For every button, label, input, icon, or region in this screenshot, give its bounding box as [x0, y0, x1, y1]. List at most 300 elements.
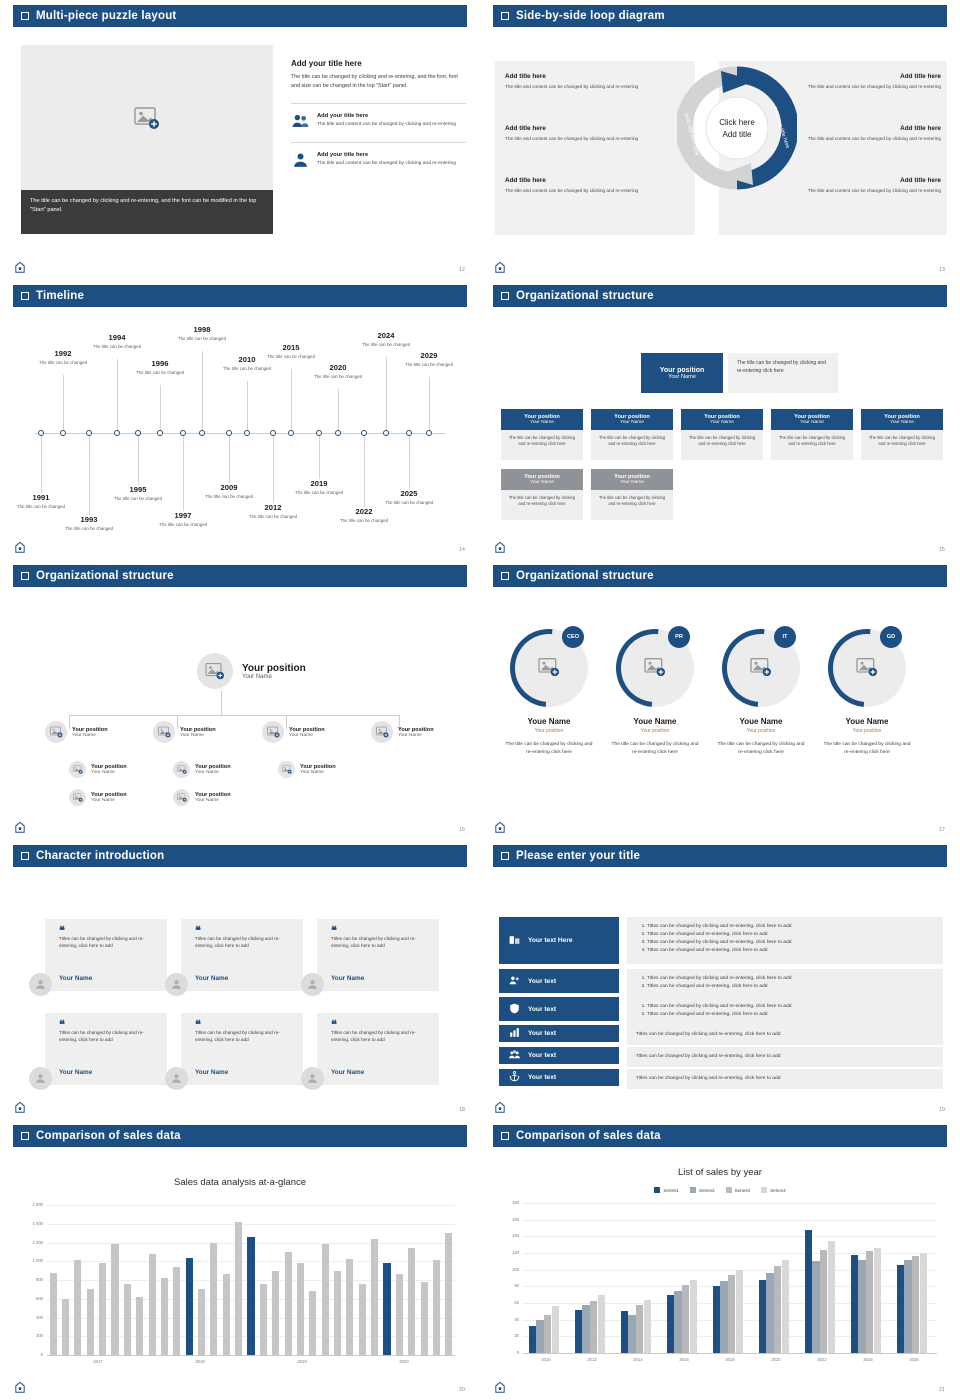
bar	[285, 1252, 292, 1355]
avatar	[371, 721, 393, 743]
org-box-header	[501, 469, 583, 490]
timeline-desc: The title can be changed	[113, 496, 163, 501]
timeline-node	[361, 430, 367, 436]
bar	[445, 1233, 452, 1355]
avatar	[301, 1067, 324, 1090]
slide-list	[480, 840, 960, 1120]
bar	[247, 1237, 254, 1355]
person-avatar	[828, 629, 906, 707]
person-card	[499, 629, 599, 757]
card-text: Titles can be changed by clicking and re-entering, click here to add	[331, 935, 416, 949]
x-tick-label: 2024	[863, 1357, 873, 1362]
timeline-node	[316, 430, 322, 436]
slide-header	[493, 845, 947, 867]
person-card	[711, 629, 811, 757]
timeline-year: 2022	[355, 507, 373, 516]
person-avatar	[510, 629, 588, 707]
timeline-node	[270, 430, 276, 436]
timeline-node	[180, 430, 186, 436]
x-tick-label: 2018	[195, 1359, 205, 1364]
root-position: Your position	[659, 366, 705, 374]
org-box-text: The title can be changed by clicking and re-entering click here	[591, 430, 673, 460]
org-box-header	[861, 409, 943, 430]
timeline-label-below	[293, 479, 345, 496]
list-bullets	[636, 923, 934, 955]
timeline-node	[383, 430, 389, 436]
card-name: Your Name	[59, 975, 93, 982]
legend-label: Series2	[698, 1187, 715, 1193]
org-box-position: Your position	[794, 414, 830, 420]
right-block-2	[801, 125, 941, 142]
y-tick-label: 0	[40, 1352, 43, 1357]
x-tick-label: 2026	[909, 1357, 919, 1362]
card-name: Your Name	[59, 1069, 93, 1076]
x-tick-label: 2020	[771, 1357, 781, 1362]
block-title: Add title here	[505, 177, 546, 184]
slide-header	[493, 5, 947, 27]
card-text: Titles can be changed by clicking and re-entering, click here to add	[195, 935, 280, 949]
image-caption: The title can be changed by clicking and re-entering, and the font can be modified in the top "Start" panel.	[21, 190, 273, 234]
card-text: Titles can be changed by clicking and re-entering, click here to add	[331, 1029, 416, 1043]
org-box	[501, 469, 583, 520]
bar	[728, 1275, 735, 1353]
timeline-year: 2024	[377, 331, 395, 340]
timeline-year: 2029	[420, 351, 438, 360]
timeline-label-below	[247, 503, 299, 520]
timeline-label-below	[383, 489, 435, 506]
svg-text:Add your title here: Add your title here	[683, 112, 701, 157]
y-tick-label: 1 200	[32, 1239, 43, 1245]
bar	[359, 1284, 366, 1355]
role-badge: PR	[668, 626, 690, 648]
org-box-header	[591, 409, 673, 430]
block-title: Add title here	[505, 73, 546, 80]
card-name: Your Name	[331, 1069, 365, 1076]
timeline-label-below	[338, 507, 390, 524]
avatar	[173, 761, 190, 778]
node-position: Your position	[398, 726, 434, 733]
node-position: Your position	[289, 726, 325, 733]
svg-text:Add title: Add title	[722, 130, 752, 139]
bar	[309, 1291, 316, 1355]
card-name: Your Name	[195, 975, 229, 982]
person-icon	[291, 151, 310, 170]
slide-header	[13, 1125, 467, 1147]
org-root-note: The title can be changed by clicking and re-entering click here	[728, 353, 838, 393]
tree-root-text	[242, 663, 306, 680]
tree-node	[173, 789, 231, 806]
legend-label: Series3	[734, 1187, 751, 1193]
list-label-text: Your text Here	[528, 937, 573, 944]
block-text: The title and content can be changed by clicking and re-entering	[807, 136, 941, 141]
bar	[590, 1301, 597, 1353]
bar	[575, 1310, 582, 1353]
bar	[920, 1253, 927, 1353]
page-number: 15	[938, 547, 945, 553]
page-title: Comparison of sales data	[516, 1130, 661, 1142]
tree-node-text	[195, 792, 231, 803]
timeline-year: 2012	[264, 503, 282, 512]
timeline-desc: The title can be changed	[16, 504, 66, 509]
legend-label: Series4	[770, 1187, 786, 1193]
content-heading: Add your title here	[291, 59, 362, 68]
bar	[62, 1299, 69, 1355]
page-number: 14	[458, 547, 465, 553]
tree-node	[278, 761, 336, 778]
bar	[805, 1230, 812, 1353]
two-persons-icon	[291, 112, 310, 131]
y-tick-label: 1 400	[32, 1220, 43, 1226]
square-icon	[21, 12, 29, 20]
timeline-year: 2020	[329, 363, 347, 372]
list-content-row	[627, 997, 943, 1025]
list-content-row	[627, 917, 943, 964]
x-tick-label: 2022	[817, 1357, 827, 1362]
list-label-text: Your text	[528, 1030, 557, 1037]
node-position: Your position	[91, 792, 127, 798]
loop-diagram	[677, 63, 797, 193]
timeline-node	[288, 430, 294, 436]
bar	[874, 1248, 881, 1353]
bar	[74, 1260, 81, 1355]
bar	[99, 1263, 106, 1355]
org-box-header	[591, 469, 673, 490]
svg-text:Add your title here: Add your title here	[771, 105, 791, 150]
timeline-node	[114, 430, 120, 436]
timeline-label-above	[37, 349, 89, 366]
bar	[720, 1281, 727, 1353]
person-desc: The title can be changed by clicking and re-entering click here	[717, 742, 805, 755]
feature-item	[291, 142, 466, 170]
org-box-text: The title can be changed by clicking and re-entering click here	[861, 430, 943, 460]
legend-item	[654, 1187, 679, 1193]
timeline-desc: The title can be changed	[38, 360, 88, 365]
org-box	[591, 409, 673, 460]
org-box-header	[771, 409, 853, 430]
card-text: Titles can be changed by clicking and re-entering, click here to add	[59, 1029, 144, 1043]
timeline-label-above	[134, 359, 186, 376]
content-paragraph: The title can be changed by clicking and re-entering, and the font, font and size can be changed in the top "Start" panel.	[291, 74, 458, 90]
bar	[897, 1265, 904, 1353]
page-title: Multi-piece puzzle layout	[36, 10, 177, 22]
timeline-label-below	[157, 511, 209, 528]
list-label-button[interactable]	[499, 1047, 619, 1064]
avatar	[197, 653, 233, 689]
timeline-node	[335, 430, 341, 436]
people-icon	[508, 974, 521, 989]
slide-chart-b	[480, 1120, 960, 1400]
square-icon	[21, 292, 29, 300]
list-bullet: 1. Titles can be changed by clicking and re-entering, click here to add	[647, 923, 934, 931]
page-title: Organizational structure	[516, 570, 654, 582]
left-block-3	[505, 177, 645, 194]
node-name: Your Name	[91, 798, 115, 803]
person-desc: The title can be changed by clicking and re-entering click here	[505, 742, 593, 755]
tree-node-text	[398, 727, 434, 738]
avatar	[278, 761, 295, 778]
character-card	[317, 919, 439, 991]
page-title: Character introduction	[36, 850, 165, 862]
bar	[674, 1291, 681, 1353]
timeline-label-above	[176, 325, 228, 342]
square-icon	[501, 852, 509, 860]
chart-title: List of sales by year	[678, 1167, 762, 1178]
org-box-position: Your position	[524, 474, 560, 480]
bar	[161, 1278, 168, 1355]
timeline-desc: The title can be changed	[266, 354, 316, 359]
timeline-node	[244, 430, 250, 436]
square-icon	[21, 1132, 29, 1140]
person-card	[817, 629, 917, 757]
square-icon	[21, 572, 29, 580]
shield-icon	[508, 1002, 521, 1017]
person-position: Your position	[852, 728, 882, 734]
character-card	[181, 919, 303, 991]
timeline-year: 1992	[54, 349, 72, 358]
block-text: The title and content can be changed by clicking and re-entering	[505, 188, 639, 193]
timeline-label-above	[403, 351, 455, 368]
bar	[820, 1250, 827, 1353]
org-box-text: The title can be changed by clicking and re-entering click here	[501, 490, 583, 520]
timeline-node	[86, 430, 92, 436]
org-box-header	[501, 409, 583, 430]
avatar	[29, 1067, 52, 1090]
list-bullets	[636, 975, 934, 991]
page-number: 17	[938, 827, 945, 833]
org-box	[501, 409, 583, 460]
brand-logo	[13, 541, 27, 555]
content-column	[291, 59, 466, 170]
node-name: Your Name	[180, 732, 204, 738]
tree-root	[197, 653, 306, 689]
svg-text:Click here: Click here	[719, 118, 755, 127]
list-content-row: Titles can be changed by clicking and re-entering, click here to add	[627, 1069, 943, 1089]
bar	[552, 1306, 559, 1353]
bar	[421, 1282, 428, 1355]
timeline-year: 1996	[151, 359, 169, 368]
timeline-year: 2009	[220, 483, 238, 492]
character-card	[317, 1013, 439, 1085]
square-icon	[501, 12, 509, 20]
org-box-text: The title can be changed by clicking and re-entering click here	[591, 490, 673, 520]
bar	[383, 1263, 390, 1355]
timeline-label-below	[15, 493, 67, 510]
timeline-year: 1998	[193, 325, 211, 334]
slide-header	[493, 285, 947, 307]
timeline-desc: The title can be changed	[313, 374, 363, 379]
x-axis	[47, 1355, 455, 1356]
brand-logo	[13, 1381, 27, 1395]
person-avatar	[722, 629, 800, 707]
org-box-name: Your Name	[620, 420, 644, 425]
timeline-label-above	[360, 331, 412, 348]
y-tick-label: 600	[36, 1295, 43, 1301]
block-title: Add title here	[900, 125, 941, 132]
timeline-desc: The title can be changed	[135, 370, 185, 375]
timeline-year: 1995	[129, 485, 147, 494]
timeline-label-below	[203, 483, 255, 500]
node-position: Your position	[195, 764, 231, 770]
timeline-desc: The title can be changed	[222, 366, 272, 371]
bar	[529, 1326, 536, 1353]
legend-item	[690, 1187, 715, 1193]
list-bullet: 1. Titles can be changed by clicking and re-entering, click here to add	[647, 975, 934, 983]
feature-item	[291, 103, 466, 131]
y-tick-label: 2 600	[32, 1202, 43, 1207]
card-name: Your Name	[195, 1069, 229, 1076]
timeline-label-above	[265, 343, 317, 360]
bar	[433, 1260, 440, 1355]
quote-icon: ❝	[195, 1019, 201, 1031]
bar	[812, 1261, 819, 1353]
node-position: Your position	[180, 726, 216, 733]
bar	[582, 1305, 589, 1353]
bar	[322, 1244, 329, 1355]
avatar	[165, 1067, 188, 1090]
y-tick-label: 400	[36, 1314, 43, 1320]
slide-org-boxes	[480, 280, 960, 560]
brand-logo	[493, 1381, 507, 1395]
node-name: Your Name	[289, 732, 313, 738]
bar	[858, 1260, 865, 1353]
person-desc: The title can be changed by clicking and re-entering click here	[611, 742, 699, 755]
square-icon	[501, 292, 509, 300]
org-box	[681, 409, 763, 460]
timeline-year: 1993	[80, 515, 98, 524]
node-name: Your Name	[398, 732, 422, 738]
org-box-name: Your Name	[530, 480, 554, 485]
x-tick-label: 2012	[587, 1357, 597, 1362]
list-bullet: 4. Titles can be changed and re-entering, click here to add	[647, 947, 934, 955]
bar	[87, 1289, 94, 1355]
page-number: 12	[458, 267, 465, 273]
node-position: Your position	[195, 792, 231, 798]
slide-puzzle	[0, 0, 480, 280]
bar	[396, 1274, 403, 1355]
timeline-label-below	[63, 515, 115, 532]
person-name: Youe Name	[633, 717, 677, 726]
page-number: 18	[458, 1107, 465, 1113]
group-icon	[508, 1048, 521, 1063]
y-tick-label: 160	[512, 1216, 519, 1222]
list-bullet: 2. Titles can be changed and re-entering, click here to add	[647, 1011, 934, 1019]
bar	[334, 1271, 341, 1355]
bar	[272, 1271, 279, 1355]
quote-icon: ❝	[59, 925, 65, 937]
image-icon	[205, 662, 225, 680]
tree-node	[371, 721, 434, 743]
timeline-label-below	[112, 485, 164, 502]
x-tick-label: 2019	[297, 1359, 307, 1364]
timeline-node	[406, 430, 412, 436]
slide-loop	[480, 0, 960, 280]
page-title: Side-by-side loop diagram	[516, 10, 665, 22]
connector	[221, 691, 222, 715]
timeline-year: 1991	[32, 493, 50, 502]
bar	[682, 1285, 689, 1353]
org-box-name: Your Name	[710, 420, 734, 425]
list-label-button[interactable]	[499, 997, 619, 1021]
timeline-desc: The title can be changed	[294, 490, 344, 495]
y-tick-label: 120	[512, 1250, 519, 1255]
timeline-year: 2010	[238, 355, 256, 364]
y-tick-label: 20	[514, 1333, 519, 1339]
tree-node-text	[195, 764, 231, 775]
quote-icon: ❝	[331, 1019, 337, 1031]
list-label-button[interactable]	[499, 917, 619, 964]
person-avatar	[616, 629, 694, 707]
timeline-desc: The title can be changed	[158, 522, 208, 527]
avatar	[173, 789, 190, 806]
list-label-button[interactable]	[499, 1025, 619, 1042]
feature-title: Add your title here	[317, 112, 369, 119]
legend-item	[726, 1187, 751, 1193]
node-name: Your Name	[195, 770, 219, 775]
org-box-position: Your position	[884, 414, 920, 420]
feature-desc: The title and content can be changed by clicking and re-entering	[317, 160, 456, 166]
timeline-desc: The title can be changed	[384, 500, 434, 505]
timeline-year: 1994	[108, 333, 126, 342]
bar	[186, 1258, 193, 1355]
list-bullet: 2. Titles can be changed and re-entering, click here to add	[647, 983, 934, 991]
bar	[235, 1222, 242, 1355]
page-number: 21	[938, 1387, 945, 1393]
tree-node	[262, 721, 325, 743]
list-content-row: Titles can be changed by clicking and re-entering, click here to add	[627, 1025, 943, 1045]
tree-node	[153, 721, 216, 743]
person-desc: The title can be changed by clicking and re-entering click here	[823, 742, 911, 755]
node-position: Your position	[300, 764, 336, 770]
timeline-node	[38, 430, 44, 436]
card-text: Titles can be changed by clicking and re-entering, click here to add	[195, 1029, 280, 1043]
timeline-desc: The title can be changed	[204, 494, 254, 499]
avatar	[29, 973, 52, 996]
quote-icon: ❝	[59, 1019, 65, 1031]
left-block-2	[505, 125, 645, 142]
timeline-desc: The title can be changed	[339, 518, 389, 523]
page-title: Organizational structure	[516, 290, 654, 302]
list-bullet: 3. Titles can be changed by clicking and re-entering, click here to add	[647, 939, 934, 947]
bar	[621, 1311, 628, 1353]
node-name: Your Name	[195, 798, 219, 803]
quote-icon: ❝	[331, 925, 337, 937]
timeline-label-above	[91, 333, 143, 350]
org-box-name: Your Name	[800, 420, 824, 425]
bar	[766, 1273, 773, 1353]
timeline-node	[135, 430, 141, 436]
bar	[371, 1239, 378, 1355]
person-name: Youe Name	[527, 717, 571, 726]
list-label-button[interactable]	[499, 969, 619, 993]
block-text: The title and content can be changed by clicking and re-entering	[505, 84, 639, 89]
tree-node-text	[91, 792, 127, 803]
slide-header	[13, 845, 467, 867]
person-name: Youe Name	[845, 717, 889, 726]
list-label-button[interactable]	[499, 1069, 619, 1086]
list-content-row: Titles can be changed by clicking and re-entering, click here to add	[627, 1047, 943, 1067]
y-tick-label: 1 000	[32, 1258, 43, 1264]
bar	[713, 1286, 720, 1353]
brand-logo	[13, 1101, 27, 1115]
quote-icon: ❝	[195, 925, 201, 937]
slide-header	[493, 565, 947, 587]
bar	[210, 1243, 217, 1356]
brand-logo	[13, 821, 27, 835]
timeline-year: 2015	[282, 343, 300, 352]
timeline-node	[199, 430, 205, 436]
bar	[260, 1284, 267, 1355]
avatar	[153, 721, 175, 743]
